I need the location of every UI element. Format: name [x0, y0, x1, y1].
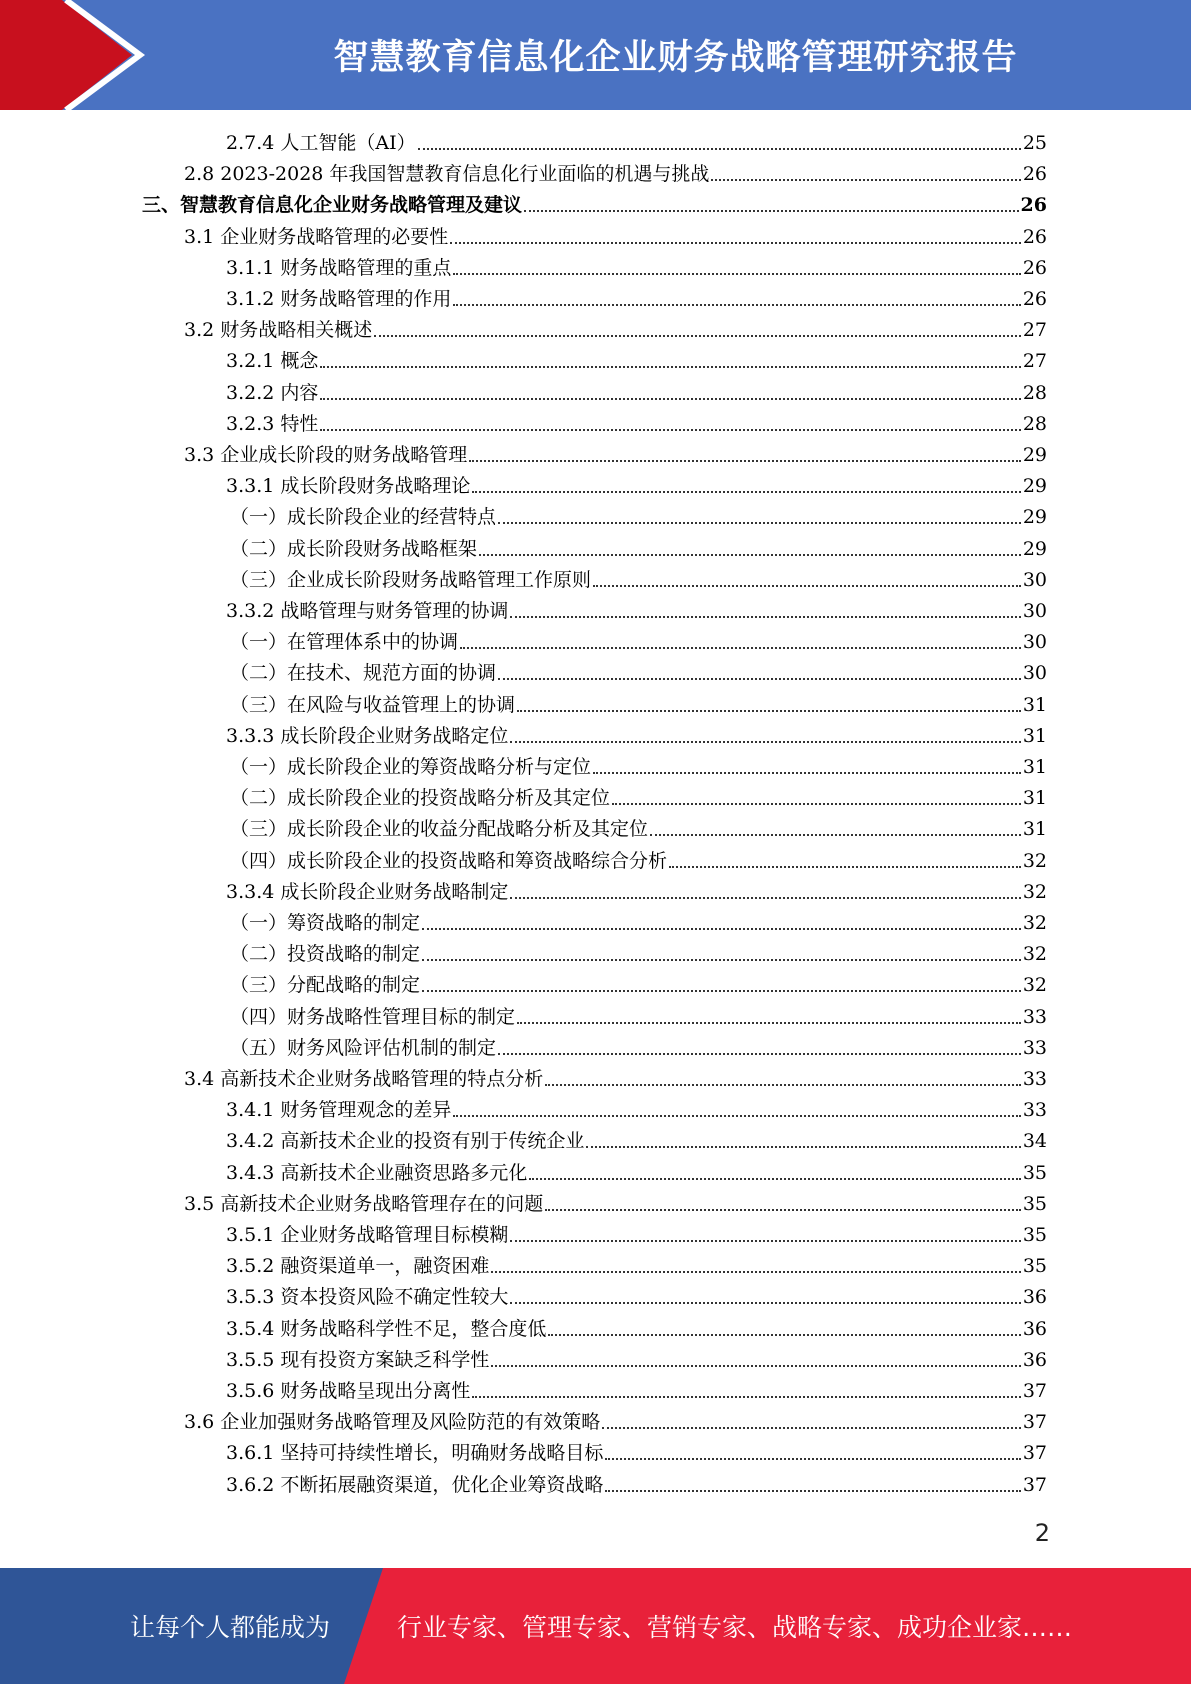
toc-leader-dots [510, 1240, 1020, 1242]
toc-entry[interactable] [226, 721, 1047, 752]
toc-entry[interactable] [184, 159, 1047, 190]
toc-entry-page: 31 [1022, 693, 1047, 716]
toc-entry-page: 31 [1022, 787, 1047, 810]
toc-entry-page: 32 [1022, 974, 1047, 997]
toc-entry-title: 3.6 企业加强财务战略管理及风险防范的有效策略 [184, 1411, 601, 1434]
toc-entry-page: 26 [1022, 163, 1047, 186]
toc-entry[interactable] [184, 315, 1047, 346]
toc-leader-dots [517, 710, 1021, 712]
toc-entry[interactable] [184, 440, 1047, 471]
toc-entry[interactable] [226, 1470, 1047, 1501]
toc-entry[interactable] [230, 1033, 1047, 1064]
toc-entry-page: 35 [1022, 1224, 1047, 1246]
toc-entry-page: 29 [1022, 475, 1047, 498]
toc-leader-dots [453, 1115, 1020, 1117]
toc-leader-dots [524, 210, 1019, 212]
toc-entry-title: 3.5 高新技术企业财务战略管理存在的问题 [184, 1192, 544, 1215]
toc-leader-dots [548, 1334, 1020, 1336]
toc-entry[interactable] [230, 502, 1047, 533]
toc-entry[interactable] [226, 1095, 1047, 1126]
toc-entry-title: 2.8 2023-2028 年我国智慧教育信息化行业面临的机遇与挑战 [184, 163, 710, 186]
toc-leader-dots [510, 1302, 1020, 1304]
toc-entry-page: 32 [1022, 880, 1047, 903]
toc-entry-page: 27 [1022, 319, 1047, 342]
toc-entry-title: 3.6.2 不断拓展融资渠道，优化企业筹资战略 [226, 1473, 604, 1496]
toc-entry-page: 37 [1022, 1473, 1047, 1496]
toc-entry-title: 3.5.4 财务战略科学性不足，整合度低 [226, 1317, 547, 1340]
toc-entry-page: 33 [1022, 1099, 1047, 1122]
toc-entry-title: 3.2.2 内容 [226, 381, 319, 404]
toc-entry-title: （一）在管理体系中的协调 [230, 631, 459, 654]
toc-entry-page: 35 [1022, 1161, 1047, 1184]
toc-entry[interactable] [230, 752, 1047, 783]
toc-leader-dots [422, 928, 1021, 930]
toc-entry-title: （二）在技术、规范方面的协调 [230, 662, 497, 685]
toc-entry-title: 3.5.3 资本投资风险不确定性较大 [226, 1286, 509, 1309]
toc-entry-title: 3.5.2 融资渠道单一，融资困难 [226, 1255, 490, 1278]
toc-entry-page: 32 [1022, 912, 1047, 934]
toc-leader-dots [545, 1209, 1021, 1211]
toc-entry[interactable] [226, 596, 1047, 627]
toc-entry-title: （四）财务战略性管理目标的制定 [230, 1005, 516, 1028]
toc-entry-title: （二）成长阶段财务战略框架 [230, 537, 478, 560]
toc-entry-title: 3.1 企业财务战略管理的必要性 [184, 225, 449, 248]
toc-entry[interactable] [226, 1438, 1047, 1469]
toc-entry[interactable] [230, 627, 1047, 658]
toc-entry-title: （三）分配战略的制定 [230, 974, 421, 997]
toc-entry-title: （三）成长阶段企业的收益分配战略分析及其定位 [230, 818, 649, 841]
toc-entry-page: 36 [1022, 1286, 1047, 1309]
toc-leader-dots [593, 585, 1021, 587]
toc-entry[interactable] [226, 378, 1047, 409]
toc-entry-title: （一）成长阶段企业的筹资战略分析与定位 [230, 756, 592, 778]
toc-entry-page: 31 [1022, 818, 1047, 841]
toc-entry-title: （二）投资战略的制定 [230, 943, 421, 966]
toc-leader-dots [460, 647, 1021, 649]
toc-entry[interactable] [230, 534, 1047, 565]
toc-entry-page: 32 [1022, 943, 1047, 966]
toc-entry-page: 36 [1022, 1348, 1047, 1371]
toc-entry-page: 30 [1022, 600, 1047, 622]
toc-entry-page: 31 [1022, 756, 1047, 778]
toc-entry-page: 36 [1022, 1317, 1047, 1340]
toc-entry-title: 3.6.1 坚持可持续性增长，明确财务战略目标 [226, 1442, 604, 1465]
toc-entry-title: 3.4.1 财务管理观念的差异 [226, 1099, 452, 1122]
toc-entry-title: 3.2.1 概念 [226, 350, 319, 373]
page-header [0, 0, 1191, 110]
toc-entry-page: 35 [1022, 1192, 1047, 1215]
toc-entry[interactable] [226, 1314, 1047, 1345]
toc-entry-page: 28 [1022, 381, 1047, 404]
toc-leader-dots [510, 616, 1020, 618]
toc-entry[interactable] [226, 471, 1047, 502]
toc-entry[interactable] [230, 939, 1047, 970]
toc-entry-title: 3.4.2 高新技术企业的投资有别于传统企业 [226, 1130, 585, 1153]
toc-entry-page: 26 [1020, 194, 1047, 217]
toc-entry[interactable] [226, 1282, 1047, 1313]
toc-leader-dots [479, 554, 1021, 556]
toc-entry[interactable] [226, 1126, 1047, 1157]
toc-leader-dots [320, 429, 1020, 431]
toc-entry-title: 3.1.1 财务战略管理的重点 [226, 256, 452, 279]
toc-entry-page: 37 [1022, 1442, 1047, 1465]
toc-leader-dots [586, 1146, 1020, 1148]
toc-entry-title: 3.1.2 财务战略管理的作用 [226, 288, 452, 310]
toc-entry[interactable] [226, 253, 1047, 284]
toc-entry[interactable] [230, 908, 1047, 939]
toc-entry[interactable] [230, 565, 1047, 596]
toc-entry-title: 3.5.1 企业财务战略管理目标模糊 [226, 1224, 509, 1246]
toc-entry-page: 30 [1022, 631, 1047, 654]
toc-entry[interactable] [230, 690, 1047, 721]
toc-entry-page: 30 [1022, 662, 1047, 685]
toc-entry-page: 33 [1022, 1005, 1047, 1028]
toc-entry-title: 3.3.1 成长阶段财务战略理论 [226, 475, 471, 498]
toc-entry-title: （一）成长阶段企业的经营特点 [230, 506, 497, 529]
toc-entry[interactable] [226, 409, 1047, 440]
toc-entry[interactable] [184, 1064, 1047, 1095]
toc-leader-dots [469, 460, 1021, 462]
toc-entry[interactable] [230, 814, 1047, 845]
toc-entry[interactable] [226, 1251, 1047, 1282]
toc-leader-dots [529, 1178, 1020, 1180]
toc-leader-dots [545, 1084, 1021, 1086]
toc-entry-title: （二）成长阶段企业的投资战略分析及其定位 [230, 787, 611, 810]
toc-leader-dots [605, 1490, 1020, 1492]
toc-entry[interactable] [230, 658, 1047, 689]
toc-entry-page: 29 [1022, 444, 1047, 466]
toc-entry-page: 31 [1022, 724, 1047, 747]
toc-entry[interactable] [226, 128, 1047, 159]
toc-leader-dots [422, 990, 1021, 992]
toc-leader-dots [605, 1458, 1020, 1460]
toc-entry-title: 3.2 财务战略相关概述 [184, 319, 373, 342]
toc-leader-dots [669, 866, 1021, 868]
toc-entry-title: 3.2.3 特性 [226, 412, 319, 435]
toc-leader-dots [498, 1053, 1021, 1055]
toc-entry-title: 3.3.4 成长阶段企业财务战略制定 [226, 880, 509, 903]
toc-leader-dots [320, 398, 1020, 400]
toc-leader-dots [453, 304, 1020, 306]
toc-leader-dots [498, 522, 1021, 524]
toc-entry-title: 三、智慧教育信息化企业财务战略管理及建议 [142, 194, 523, 217]
page-number: 2 [1034, 1519, 1050, 1547]
toc-entry-title: 3.5.6 财务战略呈现出分离性 [226, 1380, 471, 1402]
toc-entry-title: 3.4 高新技术企业财务战略管理的特点分析 [184, 1068, 544, 1090]
toc-entry-page: 26 [1022, 256, 1047, 279]
toc-entry-page: 27 [1022, 350, 1047, 373]
toc-entry-page: 28 [1022, 412, 1047, 435]
toc-entry-page: 37 [1022, 1380, 1047, 1402]
toc-entry-page: 32 [1022, 849, 1047, 872]
toc-entry-page: 29 [1022, 506, 1047, 529]
toc-entry[interactable] [184, 1189, 1047, 1220]
toc-leader-dots [491, 1271, 1020, 1273]
toc-leader-dots [374, 335, 1021, 337]
toc-leader-dots [711, 179, 1020, 181]
document-title: 智慧教育信息化企业财务战略管理研究报告 [333, 38, 1018, 78]
page-footer [0, 1568, 1191, 1684]
toc-entry[interactable] [230, 1002, 1047, 1033]
toc-leader-dots [453, 273, 1020, 275]
toc-leader-dots [472, 1396, 1020, 1398]
toc-entry[interactable] [226, 284, 1047, 315]
toc-entry-page: 25 [1022, 132, 1047, 154]
footer-slogan-left: 让每个人都能成为 [130, 1613, 331, 1642]
toc-entry[interactable] [230, 846, 1047, 877]
toc-entry-page: 35 [1022, 1255, 1047, 1278]
toc-entry[interactable] [226, 1376, 1047, 1407]
toc-entry-page: 33 [1022, 1068, 1047, 1090]
toc-entry[interactable] [184, 222, 1047, 253]
toc-entry[interactable] [226, 877, 1047, 908]
toc-leader-dots [418, 148, 1021, 150]
toc-leader-dots [602, 1427, 1021, 1429]
toc-entry[interactable] [230, 783, 1047, 814]
toc-entry-title: 3.3 企业成长阶段的财务战略管理 [184, 444, 468, 466]
toc-leader-dots [510, 897, 1020, 899]
toc-entry[interactable] [226, 346, 1047, 377]
toc-entry-title: （五）财务风险评估机制的制定 [230, 1036, 497, 1059]
header-arrow-icon [0, 0, 160, 110]
toc-entry-title: （三）企业成长阶段财务战略管理工作原则 [230, 568, 592, 591]
toc-leader-dots [498, 678, 1021, 680]
toc-entry-title: 3.3.2 战略管理与财务管理的协调 [226, 600, 509, 622]
toc-entry-title: （一）筹资战略的制定 [230, 912, 421, 934]
toc-entry[interactable] [226, 1158, 1047, 1189]
toc-leader-dots [612, 803, 1021, 805]
footer-slogan-right: 行业专家、管理专家、营销专家、战略专家、成功企业家…… [397, 1613, 1073, 1642]
toc-entry-title: （四）成长阶段企业的投资战略和筹资战略综合分析 [230, 849, 668, 872]
toc-entry-page: 34 [1022, 1130, 1047, 1153]
toc-leader-dots [320, 366, 1020, 368]
toc-leader-dots [491, 1365, 1020, 1367]
toc-entry-page: 26 [1022, 225, 1047, 248]
toc-leader-dots [510, 741, 1020, 743]
toc-entry[interactable] [142, 190, 1047, 221]
toc-entry[interactable] [230, 970, 1047, 1001]
toc-leader-dots [450, 242, 1021, 244]
toc-entry[interactable] [226, 1345, 1047, 1376]
toc-entry-title: 3.5.5 现有投资方案缺乏科学性 [226, 1348, 490, 1371]
toc-leader-dots [422, 959, 1021, 961]
toc-entry[interactable] [184, 1407, 1047, 1438]
toc-entry[interactable] [226, 1220, 1047, 1251]
toc-entry-title: 3.4.3 高新技术企业融资思路多元化 [226, 1161, 528, 1184]
toc-leader-dots [472, 491, 1020, 493]
toc-entry-title: 3.3.3 成长阶段企业财务战略定位 [226, 724, 509, 747]
toc-entry-page: 26 [1022, 288, 1047, 310]
toc-entry-title: 2.7.4 人工智能（AI） [226, 132, 416, 154]
toc-entry-page: 30 [1022, 568, 1047, 591]
toc-entry-page: 37 [1022, 1411, 1047, 1434]
toc-entry-page: 29 [1022, 537, 1047, 560]
toc-entry-title: （三）在风险与收益管理上的协调 [230, 693, 516, 716]
toc-leader-dots [593, 772, 1021, 774]
toc-leader-dots [517, 1022, 1021, 1024]
toc-leader-dots [650, 834, 1021, 836]
toc-entry-page: 33 [1022, 1036, 1047, 1059]
